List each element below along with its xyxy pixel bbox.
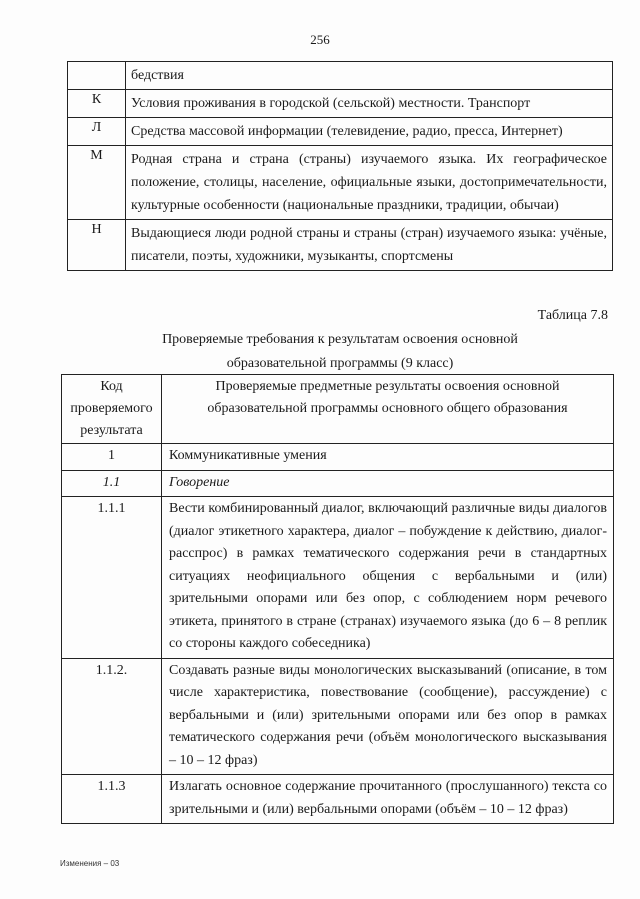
row-code: 1.1 xyxy=(62,470,162,497)
row-text: Средства массовой информации (телевидение, радио, пресса, Интернет) xyxy=(126,118,613,146)
table-header-row xyxy=(62,375,614,444)
table-row xyxy=(68,146,613,220)
page-number: 256 xyxy=(310,32,330,47)
table-row xyxy=(68,118,613,146)
table-row xyxy=(68,220,613,271)
row-code: 1.1.2. xyxy=(62,658,162,775)
description-column-header: Проверяемые предметные результаты освоения основной образовательной программы основного общего образования xyxy=(162,375,614,444)
code-column-header: Код проверяемого результата xyxy=(62,375,162,444)
row-code: 1.1.1 xyxy=(62,497,162,659)
row-text: Родная страна и страна (страны) изучаемого языка. Их географическое положение, столицы, население, официальные языки, достопримечательности, культурные особенности (национальные праздники, традиции, обычаи) xyxy=(126,146,613,220)
row-text: бедствия xyxy=(126,62,613,90)
row-code: 1.1.3 xyxy=(62,775,162,824)
topic-table xyxy=(67,61,613,271)
row-text: Коммуникативные умения xyxy=(162,444,614,471)
table-row xyxy=(62,497,614,659)
table-title xyxy=(0,328,640,376)
table-caption: Таблица 7.8 xyxy=(537,308,608,323)
row-code: 1 xyxy=(62,444,162,471)
table-row xyxy=(68,90,613,118)
row-code: Н xyxy=(68,220,126,271)
table-title-line: образовательной программы (9 класс) xyxy=(226,356,454,371)
table-row xyxy=(62,470,614,497)
row-text: Говорение xyxy=(162,470,614,497)
table-row xyxy=(62,444,614,471)
row-text: Вести комбинированный диалог, включающий различные виды диалогов (диалог этикетного характера, диалог – побуждение к действию, диалог-расспрос) в рамках тематического содержания речи в стандартных ситуациях неофициального общения с вербальными и (или) зрительными опорами или без опор, с соблюдением норм речевого этикета, принятого в стране (странах) изучаемого языка (до 6 – 8 реплик со стороны каждого собеседника) xyxy=(162,497,614,659)
row-text: Условия проживания в городской (сельской) местности. Транспорт xyxy=(126,90,613,118)
table-title-line: Проверяемые требования к результатам освоения основной xyxy=(162,332,518,347)
row-code: М xyxy=(68,146,126,220)
row-text: Создавать разные виды монологических высказываний (описание, в том числе характеристика, повествование (сообщение), рассуждение) с вербальными и (или) зрительными опорами или без опор в рамках тематического содержания речи (объём монологического высказывания – 10 – 12 фраз) xyxy=(162,658,614,775)
row-code: Л xyxy=(68,118,126,146)
row-text: Выдающиеся люди родной страны и страны (стран) изучаемого языка: учёные, писатели, поэты, художники, музыканты, спортсмены xyxy=(126,220,613,271)
requirements-table xyxy=(61,374,614,824)
table-row xyxy=(62,775,614,824)
row-text: Излагать основное содержание прочитанного (прослушанного) текста со зрительными и (или) вербальными опорами (объём – 10 – 12 фраз) xyxy=(162,775,614,824)
footer-note: Изменения – 03 xyxy=(60,859,120,868)
row-code: К xyxy=(68,90,126,118)
table-row xyxy=(68,62,613,90)
row-code xyxy=(68,62,126,90)
table-row xyxy=(62,658,614,775)
